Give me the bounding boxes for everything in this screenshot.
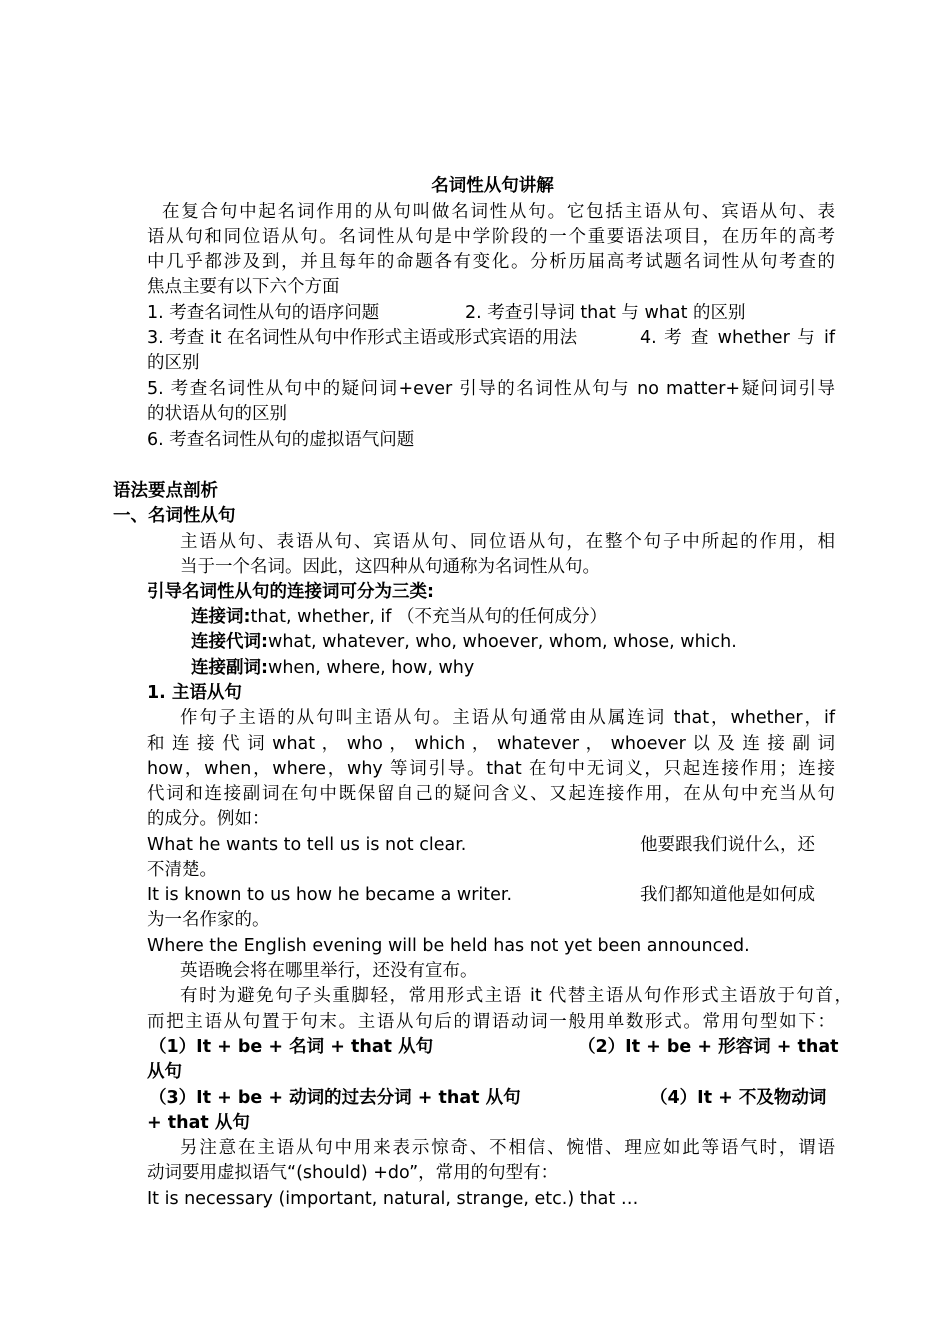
connector-text: when, where, how, why <box>268 658 475 678</box>
connector-conj <box>191 605 607 630</box>
example-en: Where the English evening will be held has not yet been announced. <box>147 936 750 956</box>
focus-point-1: 1. 考查名词性从句的语序问题 <box>147 303 380 323</box>
paragraph-line: It is necessary (important, natural, strange, etc.) that … <box>147 1189 639 1209</box>
paragraph-line: 代词和连接副词在句中既保留自己的疑问含义、又起连接作用，在从句中充当从句 <box>147 784 835 804</box>
paragraph-line: 另注意在主语从句中用来表示惊奇、不相信、惋惜、理应如此等语气时，谓语 <box>180 1138 835 1158</box>
focus-point-2: 2. 考查引导词 that 与 what 的区别 <box>465 303 746 323</box>
intro-line: 在复合句中起名词作用的从句叫做名词性从句。它包括主语从句、宾语从句、表 <box>162 202 835 222</box>
connector-text: what, whatever, who, whoever, whom, whose, which. <box>268 632 737 652</box>
focus-point-4-cont: 的区别 <box>147 353 200 373</box>
paragraph-line: 的成分。例如： <box>147 809 270 829</box>
paragraph-line: 作句子主语的从句叫主语从句。主语从句通常由从属连词 that，whether，if <box>180 708 835 728</box>
sentence-pattern-2-cont: 从句 <box>147 1062 182 1082</box>
example-en: What he wants to tell us is not clear. <box>147 835 467 855</box>
sentence-pattern-3: （3）It + be + 动词的过去分词 + that 从句 <box>149 1088 521 1108</box>
sentence-pattern-1: （1）It + be + 名词 + that 从句 <box>149 1037 434 1057</box>
document-title: 名词性从句讲解 <box>431 176 554 196</box>
sentence-pattern-2: （2）It + be + 形容词 + that <box>578 1037 839 1057</box>
subsection-heading: 1. 主语从句 <box>147 683 242 703</box>
sentence-pattern-4-cont: + that 从句 <box>147 1113 250 1133</box>
intro-line: 语从句和同位语从句。名词性从句是中学阶段的一个重要语法项目，在历年的高考 <box>147 227 835 247</box>
example-zh: 英语晚会将在哪里举行，还没有宣布。 <box>180 961 478 981</box>
focus-point-3: 3. 考查 it 在名词性从句中作形式主语或形式宾语的用法 <box>147 328 578 348</box>
connector-label: 连接代词: <box>191 632 268 652</box>
paragraph-line: 有时为避免句子头重脚轻，常用形式主语 it 代替主语从句作形式主语放于句首， <box>180 986 852 1006</box>
focus-point-5: 5. 考查名词性从句中的疑问词+ever 引导的名词性从句与 no matter+疑问词引导 <box>147 379 835 399</box>
paragraph-line: 和 连 接 代 词 what ， who ， which ， whatever ， whoever 以 及 连 接 副 词 <box>147 734 835 754</box>
connector-pron <box>191 630 737 655</box>
example-zh: 他要跟我们说什么，还 <box>640 835 815 855</box>
connector-label: 连接副词: <box>191 658 268 678</box>
paragraph-line: how，when，where，why 等词引导。that 在句中无词义，只起连接作用；连接 <box>147 759 835 779</box>
focus-point-6: 6. 考查名词性从句的虚拟语气问题 <box>147 430 415 450</box>
intro-line: 中几乎都涉及到，并且每年的命题各有变化。分析历届高考试题名词性从句考查的 <box>147 252 835 272</box>
connector-text: that, whether, if （不充当从句的任何成分） <box>250 607 607 627</box>
section-heading: 一、名词性从句 <box>113 506 236 526</box>
paragraph-line: 动词要用虚拟语气“(should) +do”，常用的句型有： <box>147 1163 559 1183</box>
sentence-pattern-4: （4）It + 不及物动词 <box>650 1088 827 1108</box>
connector-adv <box>191 656 474 681</box>
connector-label: 连接词: <box>191 607 251 627</box>
paragraph-line: 主语从句、表语从句、宾语从句、同位语从句，在整个句子中所起的作用，相 <box>180 532 835 552</box>
paragraph-line: 当于一个名词。因此，这四种从句通称为名词性从句。 <box>180 557 600 577</box>
example-zh-cont: 为一名作家的。 <box>147 910 270 930</box>
example-zh-cont: 不清楚。 <box>147 860 217 880</box>
paragraph-line: 而把主语从句置于句末。主语从句后的谓语动词一般用单数形式。常用句型如下： <box>147 1012 835 1032</box>
connectors-heading: 引导名词性从句的连接词可分为三类: <box>147 582 434 602</box>
focus-point-4: 4. 考 查 whether 与 if <box>640 328 835 348</box>
example-zh: 我们都知道他是如何成 <box>640 885 815 905</box>
focus-point-5-cont: 的状语从句的区别 <box>147 404 287 424</box>
intro-line: 焦点主要有以下六个方面 <box>147 277 340 297</box>
example-en: It is known to us how he became a writer. <box>147 885 513 905</box>
analysis-heading: 语法要点剖析 <box>113 481 218 501</box>
